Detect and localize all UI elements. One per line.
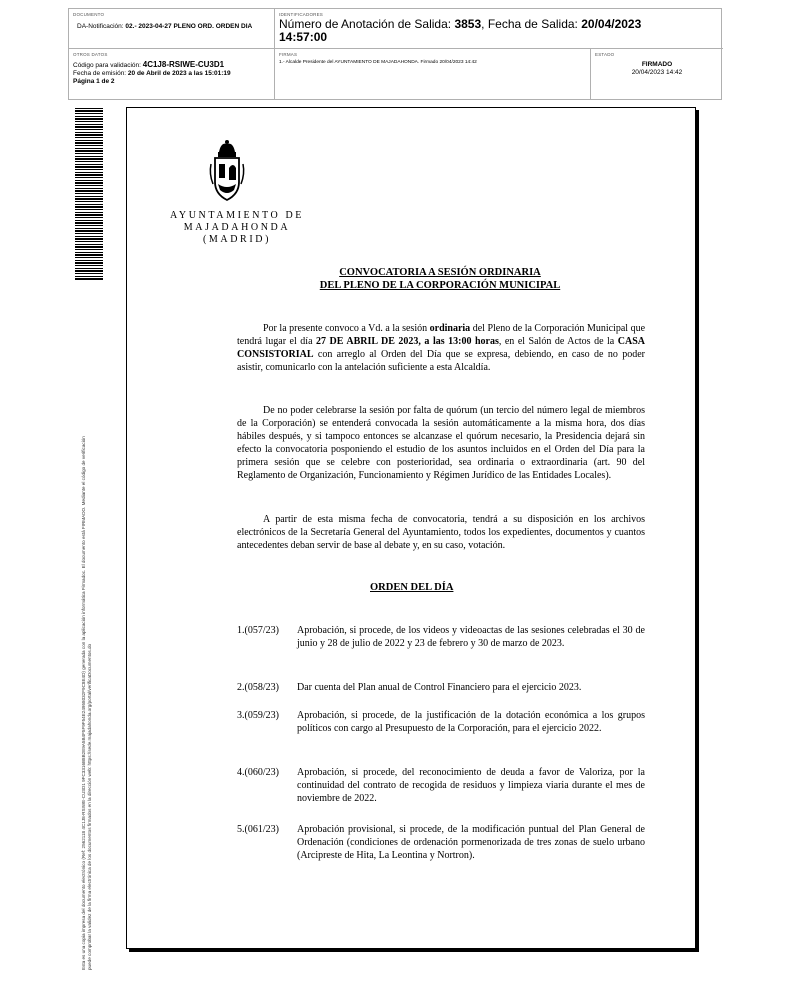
orden-item: 5.(061/23) Aprobación provisional, si procede, de la modificación puntual del Plan General de Ordenación (condiciones de ordenación pormenorizada de tres zonas de suelo urbano (Arcipreste de Hita, La Leontina y Nortron). bbox=[237, 824, 645, 861]
orden-item: 4.(060/23) Aprobación, si procede, del reconocimiento de deuda a favor de Valoriza, por la continuidad del contrato de recogida de residuos y limpieza viaria durante el mes de noviembre de 2022. bbox=[237, 767, 645, 804]
estado-label: ESTADO bbox=[595, 52, 615, 57]
coat-of-arms-icon bbox=[207, 138, 247, 208]
page-count: Página 1 de 2 bbox=[73, 78, 115, 85]
codigo-validacion: Código para validación: 4C1J8-RSIWE-CU3D1 bbox=[73, 60, 225, 69]
anotacion-text: Número de Anotación de Salida: 3853, Fecha de Salida: 20/04/2023 14:57:00 bbox=[279, 17, 642, 44]
document-title: CONVOCATORIA A SESIÓN ORDINARIA DEL PLENO DE LA CORPORACIÓN MUNICIPAL bbox=[319, 267, 561, 291]
orden-del-dia-title: ORDEN DEL DÍA bbox=[370, 582, 454, 593]
paragraph-archivos: A partir de esta misma fecha de convocatoria, tendrá a su disposición en los archivos electrónicos de la Secretaría General del Ayuntamiento, todos los expedientes, documentos y cuantos antecedentes deban servir de base al debate y, en su caso, votación. bbox=[237, 514, 645, 551]
estado-cell bbox=[591, 49, 723, 100]
paragraph-convocatoria: Por la presente convoco a Vd. a la sesión ordinaria del Pleno de la Corporación Municipal que tendrá lugar el día 27 DE ABRIL DE 2023, a las 13:00 horas, en el Salón de Actos de la CASA CONSISTORIAL con arreglo al Orden del Día que se expresa, debiendo, en caso de no poder asistir, comunicarlo con la antelación suficiente a esta Alcaldía. bbox=[237, 323, 646, 373]
documento-label: DOCUMENTO bbox=[73, 12, 105, 17]
orden-item: 3.(059/23) Aprobación, si procede, de la justificación de la dotación económica a los grupos políticos con cargo al Presupuesto de la Corporación, para el ejercicio 2022. bbox=[237, 710, 645, 734]
orden-item: 2.(058/23) Dar cuenta del Plan anual de Control Financiero para el ejercicio 2023. bbox=[237, 682, 582, 693]
fecha-emision: Fecha de emisión: 20 de Abril de 2023 a las 15:01:19 bbox=[73, 70, 231, 77]
documento-cell bbox=[69, 9, 275, 49]
otros-datos-label: OTROS DATOS bbox=[73, 52, 108, 57]
firmas-cell bbox=[275, 49, 591, 100]
verification-side-text: Esta es una copia impresa del documento electrónico (Ref: 2562118 4C1J8-RSIWE-CU3D1 9FC3316B8B2E9A5B4F5F9F54E24958032F9C8E4D) generada con la aplicación informática Firmadoc. El documento está FIRMADO. Mediante el código de verificación puede comprobar la validez de la firma electrónica de los documentos firmados en la dirección web: https://sede.majadahonda.org/portal/verificaDocumentos.do bbox=[81, 436, 92, 970]
estado-date: 20/04/2023 14:42 bbox=[631, 69, 683, 76]
estado-value: FIRMADO bbox=[641, 61, 673, 68]
identificadores-cell bbox=[275, 9, 723, 49]
letterhead: AYUNTAMIENTO DE MAJADAHONDA (MADRID) bbox=[169, 210, 305, 245]
paragraph-quorum: De no poder celebrarse la sesión por falta de quórum (un tercio del número legal de miembros de la Corporación) se entenderá convocada la sesión automáticamente a la misma hora, dos días hábiles después, y si tampoco entonces se alcanzase el quórum necesario, la Presidencia dejará sin efecto la convocatoria posponiendo el estudio de los asuntos incluidos en el Orden del Día para la primera sesión que se celebre con posterioridad, sea ordinaria o extraordinaria (art. 90 del Reglamento de Organización, Funcionamiento y Régimen Jurídico de las Entidades Locales). bbox=[237, 405, 645, 481]
firmas-label: FIRMAS bbox=[279, 52, 298, 57]
otros-datos-cell bbox=[69, 49, 275, 100]
document-page bbox=[126, 107, 696, 949]
orden-item: 1.(057/23) Aprobación, si procede, de los videos y videoactas de las sesiones celebradas el 30 de junio y 28 de julio de 2022 y 23 de febrero y 30 de marzo de 2023. bbox=[237, 625, 645, 649]
documento-value: DA-Notificación: 02.- 2023-04-27 PLENO ORD. ORDEN DIA bbox=[77, 23, 253, 30]
signature-header-table bbox=[68, 8, 722, 100]
identificadores-label: IDENTIFICADORES bbox=[279, 12, 324, 17]
firma-entry: 1.- Alcalde Presidente del AYUNTAMIENTO DE MAJADAHONDA. Firmado 20/04/2023 14:42 bbox=[279, 60, 477, 65]
